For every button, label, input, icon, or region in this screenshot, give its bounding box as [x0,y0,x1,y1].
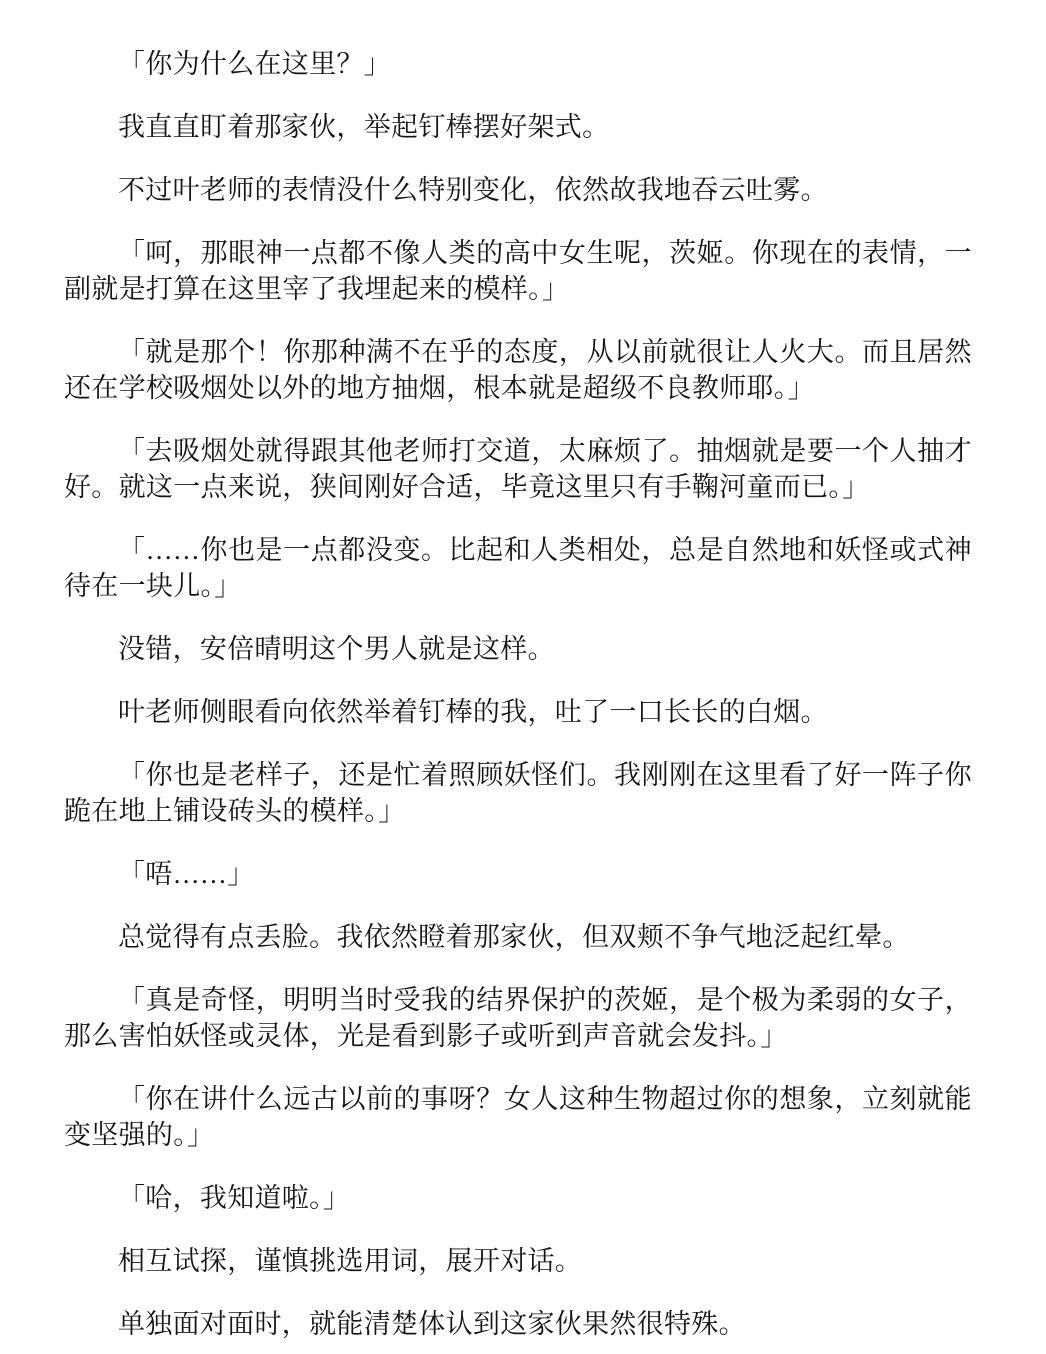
paragraph: 没错，安倍晴明这个男人就是这样。 [118,634,555,664]
paragraph: 「呵，那眼神一点都不像人类的高中女生呢，茨姬。你现在的表情，一副就是打算在这里宰了我埋起来的模样。」 [64,238,972,304]
paragraph: 「去吸烟处就得跟其他老师打交道，太麻烦了。抽烟就是要一个人抽才好。就这一点来说，狭间刚好合适，毕竟这里只有手鞠河童而已。」 [64,436,972,502]
paragraph: 「哈，我知道啦。」 [118,1183,351,1213]
paragraph: 「……你也是一点都没变。比起和人类相处，总是自然地和妖怪或式神待在一块儿。」 [64,535,972,601]
paragraph: 「你在讲什么远古以前的事呀？女人这种生物超过你的想象，立刻就能变坚强的。」 [64,1084,972,1150]
paragraph: 不过叶老师的表情没什么特别变化，依然故我地吞云吐雾。 [118,175,828,205]
page-text [64,46,972,1342]
paragraph: 叶老师侧眼看向依然举着钉棒的我，吐了一口长长的白烟。 [118,697,828,727]
paragraph: 「就是那个！你那种满不在乎的态度，从以前就很让人火大。而且居然还在学校吸烟处以外的地方抽烟，根本就是超级不良教师耶。」 [64,337,972,403]
paragraph: 「真是奇怪，明明当时受我的结界保护的茨姬，是个极为柔弱的女子，那么害怕妖怪或灵体，光是看到影子或听到声音就会发抖。」 [64,985,972,1051]
paragraph: 总觉得有点丢脸。我依然瞪着那家伙，但双颊不争气地泛起红晕。 [118,922,910,952]
paragraph: 我直直盯着那家伙，举起钉棒摆好架式。 [118,112,610,142]
paragraph: 「你也是老样子，还是忙着照顾妖怪们。我刚刚在这里看了好一阵子你跪在地上铺设砖头的模样。」 [64,760,972,826]
paragraph: 「唔……」 [118,859,255,889]
paragraph: 相互试探，谨慎挑选用词，展开对话。 [118,1246,583,1276]
paragraph: 「你为什么在这里？」 [118,49,391,79]
paragraph: 单独面对面时，就能清楚体认到这家伙果然很特殊。 [118,1309,746,1339]
